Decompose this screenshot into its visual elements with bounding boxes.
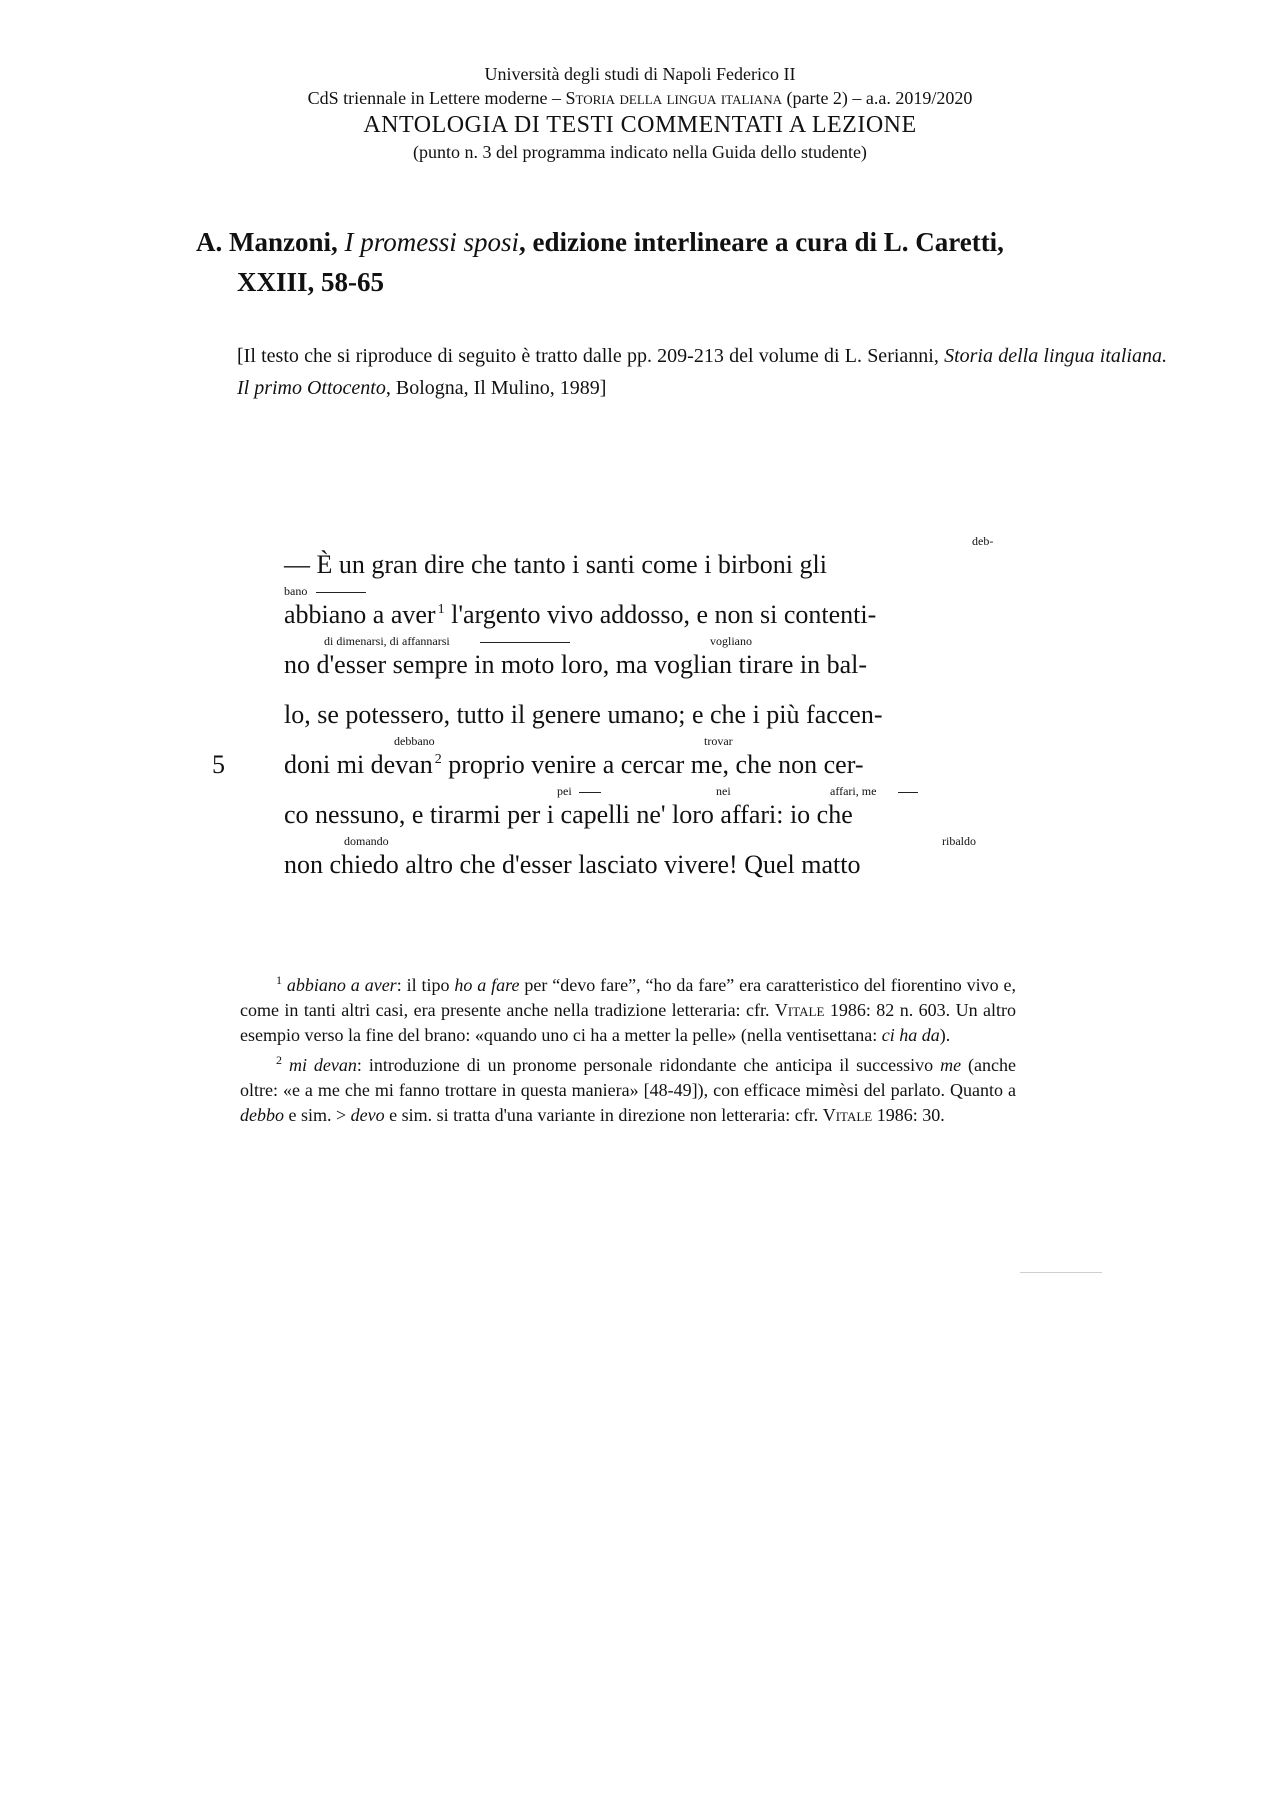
footnote-ref-2: 2 [434, 752, 442, 768]
scan-edge-line [1020, 1272, 1102, 1273]
program-note: (punto n. 3 del programma indicato nella Guida dello studente) [413, 142, 867, 162]
line-number: 5 [212, 750, 225, 779]
course-prefix: CdS triennale in Lettere moderne – [307, 88, 566, 108]
gloss-rule [579, 792, 601, 793]
gloss-nei: nei [716, 784, 731, 798]
title-work: I promessi sposi [344, 227, 520, 257]
course-line [0, 86, 1280, 110]
gloss-ribaldo: ribaldo [942, 834, 976, 848]
excerpt-line-2: bano abbiano a aver $^1$ l'argento vivo addosso, e non si contenti- [284, 584, 877, 629]
gloss-rule [898, 792, 918, 793]
excerpt-line-3: di dimenarsi, di affannarsi vogliano no d'esser sempre in moto loro, ma voglian tirare in bal- [284, 634, 868, 679]
title-rest: , edizione interlineare a cura di L. Caretti, [519, 227, 1004, 257]
source-book: Storia della lingua italiana. Il primo Ottocento [237, 345, 1167, 399]
excerpt-line-5: 5 debbano trovar doni mi devan $^2$ proprio venire a cercar me, che non cer- [212, 734, 864, 779]
course-name: Storia della lingua italiana [565, 88, 782, 108]
university-name: Università degli studi di Napoli Federico II [484, 64, 796, 84]
excerpt-line-6: pei nei affari, me co nessuno, e tirarmi per i capelli ne' loro affari: io che [212, 786, 1032, 836]
gloss-affari-me: affari, me [830, 784, 877, 798]
title-chapter: XXIII, 58-65 [237, 267, 385, 297]
gloss-deb: deb- [972, 534, 994, 548]
title-author: A. Manzoni, [196, 227, 345, 257]
footnote-2: $^2$ mi devan: introduzione di un pronome personale ridondante che anticipa il successivo me (anche oltre: «e a me che mi fanno trottare in questa maniera» [48-49]), con efficace mimèsi del parlato. Quanto a debbo e sim. > devo e sim. si tratta d'una variante in direzione non letteraria: cfr. Vitale 1986: 30. [240, 1053, 1016, 1125]
excerpt-line-4: lo, se potessero, tutto il genere umano; e che i più faccen- [284, 700, 883, 729]
gloss-debbano: debbano [394, 734, 435, 748]
gloss-pei: pei [557, 784, 572, 798]
excerpt-line-1: deb- — È un gran dire che tanto i santi come i birboni gli [284, 534, 994, 579]
source-note: [Il testo che si riproduce di seguito è tratto dalle pp. 209-213 del volume di L. Serianni, Storia della lingua italiana. Il primo Ottocento, Bologna, Il Mulino, 1989] [237, 345, 1167, 399]
gloss-rule [316, 592, 366, 593]
excerpt-line-7: domando ribaldo non chiedo altro che d'esser lasciato vivere! Quel matto [284, 834, 976, 879]
course-suffix: (parte 2) – a.a. 2019/2020 [781, 88, 973, 108]
scanned-excerpt [212, 536, 1032, 886]
gloss-trovar: trovar [704, 734, 733, 748]
footnotes [240, 968, 1016, 1128]
gloss-vogliano: vogliano [710, 634, 752, 648]
gloss-bano: bano [284, 584, 308, 598]
footnote-ref-1: 1 [437, 602, 445, 618]
page-header [0, 62, 1280, 164]
gloss-rule [480, 642, 570, 643]
gloss-domando: domando [344, 834, 389, 848]
document-title [196, 222, 1166, 302]
anthology-title: ANTOLOGIA DI TESTI COMMENTATI A LEZIONE [363, 112, 917, 138]
footnote-1: $^1$ abbiano a aver: il tipo ho a fare per “devo fare”, “ho da fare” era caratteristico del fiorentino vivo e, come in tanti altri casi, era presente anche nella tradizione letteraria: cfr. Vitale 1986: 82 n. 603. Un altro esempio verso la fine del brano: «quando uno ci ha a metter la pelle» (nella ventisettana: ci ha da). [240, 973, 1017, 1045]
gloss-dimenarsi: di dimenarsi, di affannarsi [324, 634, 450, 648]
